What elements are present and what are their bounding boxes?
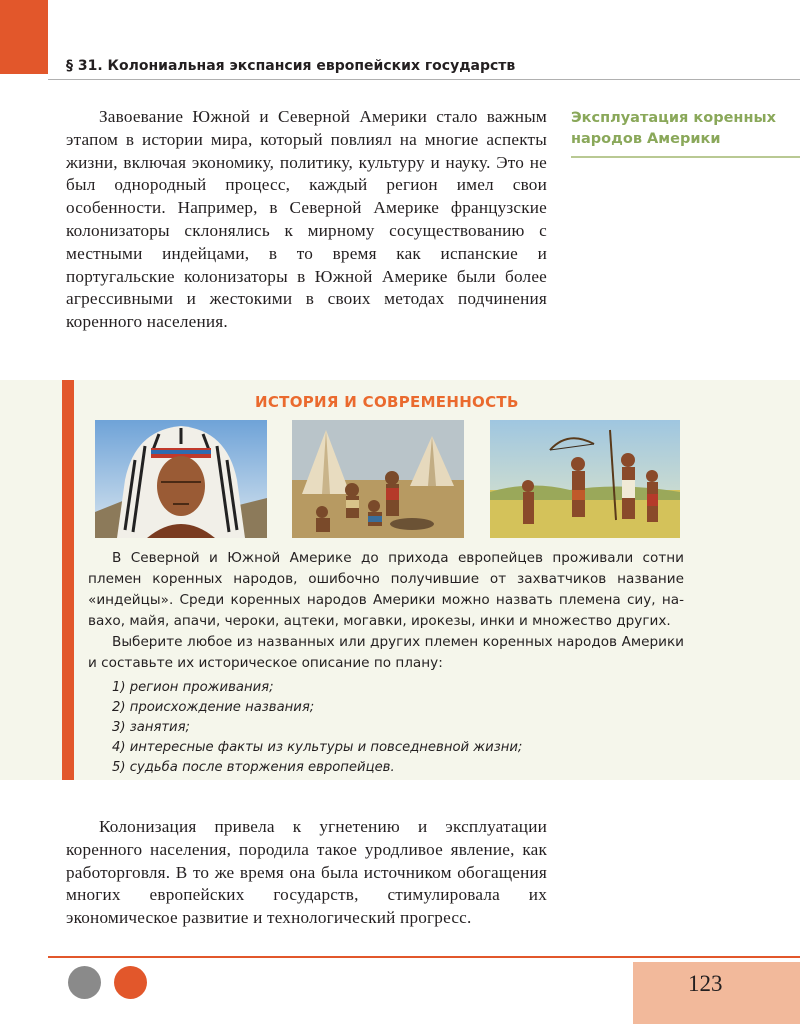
illustration-chief-portrait (95, 420, 267, 538)
plan-item: 3) занятия; (112, 720, 191, 735)
box-paragraph-task: Выберите любое из названных или других племен коренных народов Америки и составьте их историческое описание по плану: (88, 634, 684, 671)
corner-tab (0, 0, 48, 74)
illustration-hunters (490, 420, 680, 538)
intro-text (66, 106, 547, 334)
intro-paragraph: Завоевание Южной и Северной Америки стало важным этапом в истории мира, который повлиял на многие аспекты жизни, включая экономику, политику, культуру и науку. Это не был однородный процесс, каждый регион имел свои особенности. Например, в Северной Америке французские колонизаторы склонялись к мирному сосуществованию с местными индейцами, в то время как испанские и португальские колонизаторы в Южной Америке были более агрессивными и жестокими в своих методах подчинения коренного населения. (66, 107, 547, 332)
closing-paragraph: Колонизация привела к угнетению и эксплуатации коренного населения, породила такое уродливое явление, как работорговля. В то же время она была источником обогащения многих европейских государств, стимулировала их экономическое развитие и технологический прогресс. (66, 817, 547, 928)
orange-circle-marker (114, 966, 147, 999)
plan-list (88, 678, 684, 778)
footer-divider (48, 956, 800, 958)
plan-item: 1) регион проживания; (112, 680, 274, 695)
margin-heading: Эксплуатация коренных народов Америки (571, 110, 776, 147)
box-paragraph-tribes: В Северной и Южной Америке до прихода европейцев проживали сотни племен коренных народов, ошибочно получившие от захватчиков название «индейцы». Среди коренных народов Америки можно назвать племена сиу, навахо, майя, апачи, чероки, ацтеки, могавки, ирокезы, инки и множество других. (88, 550, 684, 629)
box-text (88, 548, 684, 778)
illustration-tipi-camp (292, 420, 464, 538)
page-number: 123 (688, 971, 723, 996)
box-accent-bar (62, 380, 74, 780)
closing-text (66, 816, 547, 930)
plan-item: 4) интересные факты из культуры и повседневной жизни; (112, 740, 523, 755)
chapter-title: § 31. Колониальная экспансия европейских государств (66, 58, 516, 74)
plan-item: 2) происхождение названия; (112, 700, 315, 715)
margin-heading-underline (571, 156, 800, 158)
box-heading: ИСТОРИЯ И СОВРЕМЕННОСТЬ (255, 393, 519, 411)
header-divider (48, 79, 800, 80)
history-and-modernity-box (0, 380, 800, 780)
plan-item: 5) судьба после вторжения европейцев. (112, 760, 395, 775)
gray-circle-marker (68, 966, 101, 999)
